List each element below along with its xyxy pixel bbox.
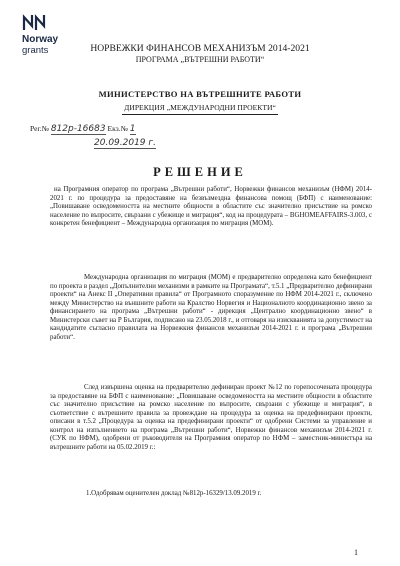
- logo-country-text: Norway: [22, 34, 59, 45]
- norway-grants-emblem-icon: [22, 14, 46, 32]
- program-header: ПРОГРАМА „ВЪТРЕШНИ РАБОТИ“: [135, 55, 265, 64]
- ministry-name: МИНИСТЕРСТВО НА ВЪТРЕШНИТЕ РАБОТИ: [98, 89, 302, 99]
- paragraph-beneficiary: Международна организация по миграция (МОМ) е предварително определена като бенефициент по проекта в раздел „Допълнителни механизми в рамките на Програмата“, т.5.1 „Предварително дефинирани проекти“ на Анекс II „Оперативни правила“ от Програмното споразумение по НФМ 2014-2021 г., сключено между Министерство на външните работи на Кралство Норвегия и Националното координационно звено за финансирането на програма „Вътрешни работи“ - дирекция „Централно координационно звено“ в Министерски съвет на Р България, подписано на 23.05.2018 г., и отговаря на изискванията за допустимост на кандидатите съгласно правилата на Норвежкия финансов механизъм 2014-2021 г. и програма „Вътрешни работи“.: [50, 274, 372, 341]
- page-number: 1: [354, 548, 358, 557]
- logo-grants-text: grants: [22, 45, 49, 56]
- document-title: РЕШЕНИЕ: [153, 165, 247, 179]
- mechanism-header: НОРВЕЖКИ ФИНАНСОВ МЕХАНИЗЪМ 2014-2021: [90, 43, 310, 54]
- registration-number: 812р-16683: [50, 124, 106, 134]
- copy-number: 1: [129, 124, 136, 134]
- registration-date: 20.09.2019 г.: [94, 138, 156, 148]
- directorate-underline: [122, 114, 278, 115]
- registration-line: [30, 124, 136, 135]
- paragraph-intro: на Програмния оператор по програма „Вътрешни работи“, Норвежки финансов механизъм (НФМ) 2014-2021 г. по процедура за предоставяне на безвъзмездна финансова помощ (БФП) с наименование: „Повишаване осведомеността на местните общности в областите със значително присъствие на ромско население по въпросите, свързани с убежище и миграция“, код на процедурата – BGHOMEAFFAIRS-3.003, с конкретен бенефициент – Международна организация по миграция (МОМ).: [50, 186, 372, 228]
- registration-label: Рег.№: [30, 124, 49, 133]
- copy-label: Екз.№: [107, 124, 128, 133]
- decision-item-1: 1.Одобрявам оценителен доклад №812р-16329/13.09.2019 г.: [86, 490, 262, 497]
- paragraph-evaluation: След извършена оценка на предварително дефиниран проект №12 по горепосочената процедура за предоставяне на БФП с наименование: „Повишаване осведомеността на местните общности в областите със значително присъствие на ромско население по въпросите, свързани с убежище и миграция“, в съответствие с вътрешните правила за провеждане на процедура за оценка на предефинирани проекти, описани в т.5.2 „Процедура за оценка на предефинирани проекти“ от одобрени Системи за управление и контрол на изпълнението на програма „Вътрешни работи“, Норвежки финансов механизъм 2014-2021 г. (СУК по НФМ), одобрени от ръководителя на Програмния оператор по НФМ – заместник-министъра на вътрешните работи на 05.02.2019 г.:: [50, 384, 372, 451]
- directorate-name: ДИРЕКЦИЯ „МЕЖДУНАРОДНИ ПРОЕКТИ“: [124, 103, 276, 112]
